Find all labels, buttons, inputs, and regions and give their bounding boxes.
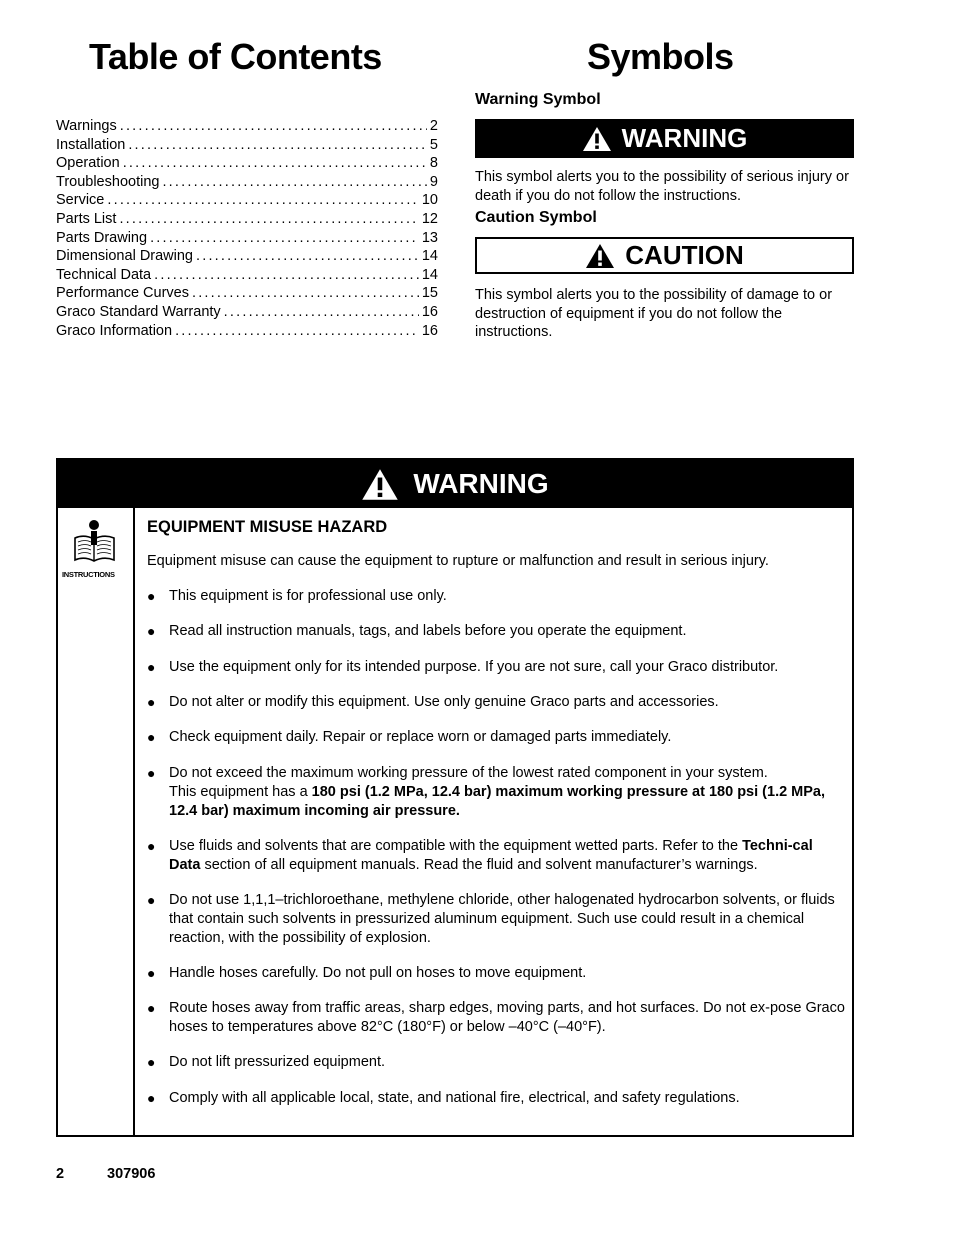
warning-symbol-banner bbox=[475, 119, 854, 158]
toc-title: Table of Contents bbox=[89, 36, 382, 77]
toc-entry[interactable]: Graco Standard Warranty ..... 16 bbox=[56, 303, 438, 322]
list-item: ● Use the equipment only for its intended purpose. If you are not sure, call your Graco distributor. bbox=[147, 659, 779, 675]
page-number: 2 bbox=[56, 1166, 65, 1182]
bullet-icon: ● bbox=[147, 623, 156, 639]
toc-list bbox=[56, 117, 438, 340]
bullet-icon: ● bbox=[147, 694, 156, 710]
caution-symbol-label: CAUTION bbox=[625, 240, 744, 270]
toc-entry[interactable]: Dimensional Drawing ..... 14 bbox=[56, 247, 438, 266]
list-item: ● This equipment is for professional use only. bbox=[147, 588, 447, 604]
warning-triangle-icon bbox=[361, 468, 399, 501]
list-item: ● Do not use 1,1,1–trichloroethane, methylene chloride, other halogenated hydrocarbon solvents, or fluids that contain such solvents in pressurized aluminum equipment. Such use could result in a chemical reaction, with the possibility of explosion. bbox=[147, 892, 835, 946]
warning-box bbox=[56, 458, 854, 1137]
list-item: ● Read all instruction manuals, tags, and labels before you operate the equipment. bbox=[147, 623, 687, 639]
warning-symbol-description: This symbol alerts you to the possibility of serious injury or death if you do not follow the instructions. bbox=[475, 169, 849, 204]
caution-symbol-heading: Caution Symbol bbox=[475, 209, 597, 226]
toc-entry[interactable]: Performance Curves ..... 15 bbox=[56, 284, 438, 303]
bullet-icon: ● bbox=[147, 659, 156, 675]
warning-symbol-heading: Warning Symbol bbox=[475, 91, 601, 108]
toc-entry[interactable]: Parts Drawing ..... 13 bbox=[56, 229, 438, 248]
toc-entry[interactable]: Troubleshooting ..... 9 bbox=[56, 173, 438, 192]
bullet-icon: ● bbox=[147, 838, 156, 854]
warning-triangle-icon bbox=[582, 126, 612, 152]
warning-symbol-label: WARNING bbox=[621, 123, 748, 153]
list-item: ● Use fluids and solvents that are compatible with the equipment wetted parts. Refer to the Techni-cal Data section of all equipment manuals. Read the fluid and solvent manufacturer’s warnings. bbox=[147, 838, 813, 873]
document-number: 307906 bbox=[107, 1166, 156, 1182]
toc-entry[interactable]: Graco Information ..... 16 bbox=[56, 322, 438, 341]
toc-entry[interactable]: Operation ..... 8 bbox=[56, 154, 438, 173]
bullet-icon: ● bbox=[147, 1054, 156, 1070]
list-item: ● Do not alter or modify this equipment. Use only genuine Graco parts and accessories. bbox=[147, 694, 719, 710]
instructions-icon-label: INSTRUCTIONS bbox=[62, 570, 115, 579]
list-item: ● Handle hoses carefully. Do not pull on hoses to move equipment. bbox=[147, 965, 587, 981]
toc-entry[interactable]: Parts List ..... 12 bbox=[56, 210, 438, 229]
list-item: ● Route hoses away from traffic areas, sharp edges, moving parts, and hot surfaces. Do not ex-pose Graco hoses to temperatures above 82°C (180°F) or below –40°C (–40°F). bbox=[147, 1000, 845, 1035]
caution-triangle-icon bbox=[585, 243, 615, 269]
list-item: ● Check equipment daily. Repair or replace worn or damaged parts immediately. bbox=[147, 729, 672, 745]
toc-entry[interactable]: Installation ..... 5 bbox=[56, 136, 438, 155]
bullet-icon: ● bbox=[147, 892, 156, 908]
warning-box-label: WARNING bbox=[413, 468, 549, 499]
bullet-icon: ● bbox=[147, 765, 156, 781]
list-item: ● Do not exceed the maximum working pressure of the lowest rated component in your system. This equipment has a 180 psi (1.2 MPa, 12.4 bar) maximum working pressure at 180 psi (1.2 MPa, 12.4 bar) maximum incoming air pressure. bbox=[147, 765, 826, 819]
bullet-icon: ● bbox=[147, 1090, 156, 1106]
list-item: ● Do not lift pressurized equipment. bbox=[147, 1054, 385, 1070]
toc-entry[interactable]: Warnings ..... 2 bbox=[56, 117, 438, 136]
bullet-icon: ● bbox=[147, 1000, 156, 1016]
bullet-icon: ● bbox=[147, 965, 156, 981]
bullet-icon: ● bbox=[147, 588, 156, 604]
icon-column bbox=[58, 508, 135, 1135]
read-instructions-icon bbox=[72, 520, 118, 564]
hazard-intro: Equipment misuse can cause the equipment to rupture or malfunction and result in serious injury. bbox=[147, 553, 769, 569]
caution-symbol-banner bbox=[475, 237, 854, 274]
warning-box-banner bbox=[58, 460, 852, 508]
toc-entry[interactable]: Service ..... 10 bbox=[56, 191, 438, 210]
list-item: ● Comply with all applicable local, state, and national fire, electrical, and safety regulations. bbox=[147, 1090, 740, 1106]
bullet-icon: ● bbox=[147, 729, 156, 745]
caution-symbol-description: This symbol alerts you to the possibility of damage to or destruction of equipment if you do not follow the instructions. bbox=[475, 287, 833, 340]
symbols-title: Symbols bbox=[587, 36, 734, 77]
hazard-title: EQUIPMENT MISUSE HAZARD bbox=[147, 518, 388, 536]
toc-entry[interactable]: Technical Data ..... 14 bbox=[56, 266, 438, 285]
